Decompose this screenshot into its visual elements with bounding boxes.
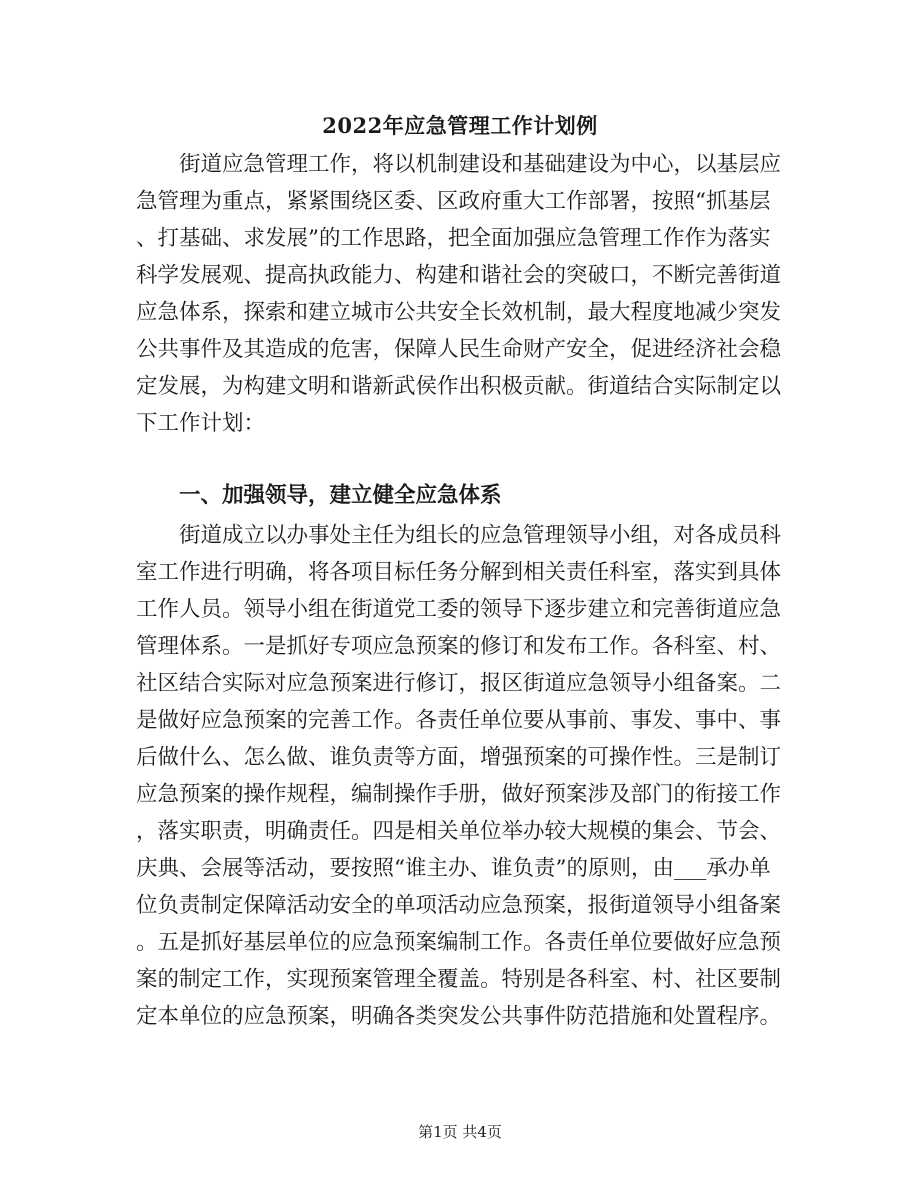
text-line: 室工作进行明确，将各项目标任务分解到相关责任科室，落实到具体 — [136, 560, 782, 585]
text-line: 定发展，为构建文明和谐新武侯作出积极贡献。街道结合实际制定以 — [136, 374, 782, 399]
text-line: 应急体系，探索和建立城市公共安全长效机制，最大程度地减少突发 — [136, 300, 782, 325]
text-line: 定本单位的应急预案，明确各类突发公共事件防范措施和处置程序。 — [136, 1004, 782, 1029]
document-title: 2022年应急管理工作计划例 — [322, 113, 598, 138]
text-line: 下工作计划： — [136, 411, 266, 436]
text-line: 、打基础、求发展”的工作思路，把全面加强应急管理工作作为落实 — [136, 226, 771, 251]
text-line: 急管理为重点，紧紧围绕区委、区政府重大工作部署，按照“抓基层 — [136, 189, 771, 214]
text-line: 工作人员。领导小组在街道党工委的领导下逐步建立和完善街道应急 — [136, 597, 782, 622]
text-line: 后做什么、怎么做、谁负责等方面，增强预案的可操作性。三是制订 — [136, 745, 782, 770]
section-heading: 一、加强领导，建立健全应急体系 — [136, 483, 502, 508]
text-line: 社区结合实际对应急预案进行修订，报区街道应急领导小组备案。二 — [136, 671, 782, 696]
text-line: ，落实职责，明确责任。四是相关单位举办较大规模的集会、节会、 — [136, 819, 782, 844]
text-line: 管理体系。一是抓好专项应急预案的修订和发布工作。各科室、村、 — [136, 634, 782, 659]
text-line: 公共事件及其造成的危害，保障人民生命财产安全，促进经济社会稳 — [136, 337, 782, 362]
text-line: 是做好应急预案的完善工作。各责任单位要从事前、事发、事中、事 — [136, 708, 782, 733]
text-line: 位负责制定保障活动安全的单项活动应急预案，报街道领导小组备案 — [136, 893, 782, 918]
text-line: 。五是抓好基层单位的应急预案编制工作。各责任单位要做好应急预 — [136, 930, 782, 955]
text-line: 街道成立以办事处主任为组长的应急管理领导小组，对各成员科 — [136, 523, 782, 548]
text-line: 应急预案的操作规程，编制操作手册，做好预案涉及部门的衔接工作 — [136, 782, 782, 807]
text-line: 街道应急管理工作，将以机制建设和基础建设为中心，以基层应 — [136, 152, 782, 177]
text-line: 案的制定工作，实现预案管理全覆盖。特别是各科室、村、社区要制 — [136, 967, 782, 992]
text-line: 庆典、会展等活动，要按照“谁主办、谁负责”的原则，由___承办单 — [136, 856, 771, 881]
page-number-footer: 第1页 共4页 — [418, 1123, 502, 1141]
text-line: 科学发展观、提高执政能力、构建和谐社会的突破口，不断完善街道 — [136, 263, 782, 288]
